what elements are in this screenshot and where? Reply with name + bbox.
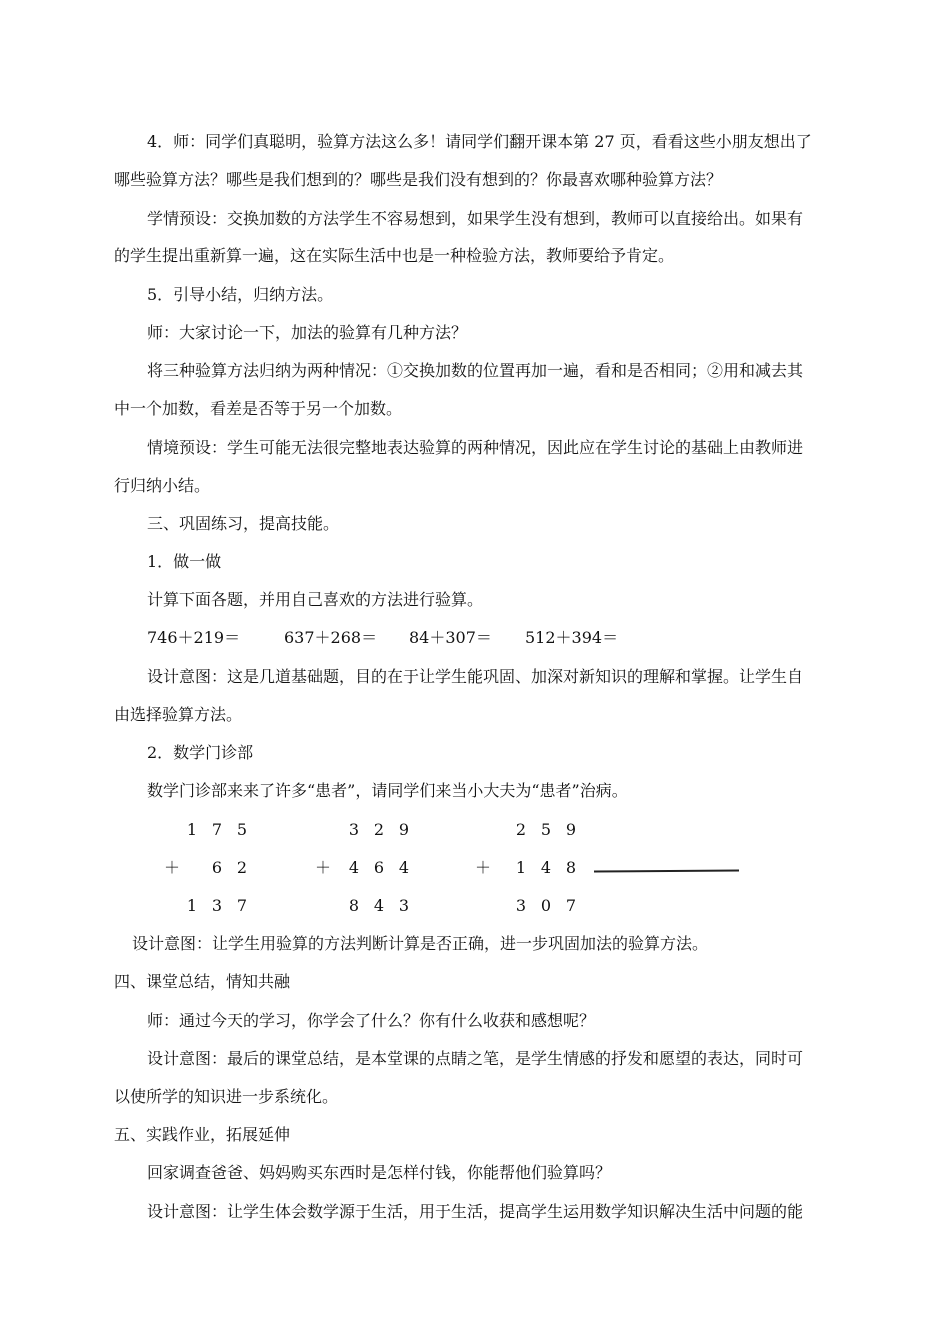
digit: 5 bbox=[540, 820, 552, 839]
section-heading: 五、实践作业，拓展延伸 bbox=[114, 1125, 291, 1144]
digit: 6 bbox=[373, 858, 385, 877]
text-line: 回家调查爸爸、妈妈购买东西时是怎样付钱，你能帮他们验算吗？ bbox=[147, 1163, 612, 1182]
digit: 3 bbox=[515, 896, 527, 915]
digit: 9 bbox=[398, 820, 410, 839]
equation: 746＋219＝ bbox=[147, 628, 241, 647]
equation: 637＋268＝ bbox=[284, 628, 378, 647]
section-heading: 5．引导小结，归纳方法。 bbox=[147, 285, 334, 304]
equation: 84＋307＝ bbox=[409, 628, 492, 647]
text-line: 设计意图：让学生体会数学源于生活，用于生活，提高学生运用数学知识解决生活中问题的能 bbox=[147, 1202, 804, 1221]
text-line: 4．师：同学们真聪明，验算方法这么多！请同学们翻开课本第 27 页，看看这些小朋友想出了 bbox=[147, 132, 812, 151]
text-line: 哪些验算方法？哪些是我们想到的？哪些是我们没有想到的？你最喜欢哪种验算方法？ bbox=[114, 170, 723, 189]
plus-sign: ＋ bbox=[314, 858, 331, 877]
digit: 3 bbox=[348, 820, 360, 839]
digit: 2 bbox=[373, 820, 385, 839]
digit: 2 bbox=[236, 858, 248, 877]
digit: 0 bbox=[540, 896, 552, 915]
digit: 3 bbox=[211, 896, 223, 915]
digit: 7 bbox=[565, 896, 577, 915]
text-line: 设计意图：这是几道基础题，目的在于让学生能巩固、加深对新知识的理解和掌握。让学生自 bbox=[147, 667, 804, 686]
digit: 5 bbox=[236, 820, 248, 839]
digit: 3 bbox=[398, 896, 410, 915]
digit: 4 bbox=[540, 858, 552, 877]
section-heading: 2．数学门诊部 bbox=[147, 743, 254, 762]
plus-sign: ＋ bbox=[163, 858, 180, 877]
digit: 1 bbox=[186, 820, 198, 839]
text-line: 师：大家讨论一下，加法的验算有几种方法？ bbox=[147, 323, 468, 342]
digit: 1 bbox=[515, 858, 527, 877]
digit: 8 bbox=[565, 858, 577, 877]
text-line: 数学门诊部来来了许多“患者”，请同学们来当小大夫为“患者”治病。 bbox=[147, 781, 628, 800]
section-heading: 三、巩固练习，提高技能。 bbox=[147, 514, 340, 533]
text-line: 设计意图：让学生用验算的方法判断计算是否正确，进一步巩固加法的验算方法。 bbox=[132, 934, 709, 953]
text-line: 情境预设：学生可能无法很完整地表达验算的两种情况，因此应在学生讨论的基础上由教师进 bbox=[147, 438, 804, 457]
answer-blank-line bbox=[594, 869, 739, 872]
digit: 7 bbox=[236, 896, 248, 915]
digit: 7 bbox=[211, 820, 223, 839]
text-line: 计算下面各题，并用自己喜欢的方法进行验算。 bbox=[147, 590, 484, 609]
plus-sign: ＋ bbox=[474, 858, 491, 877]
text-line: 行归纳小结。 bbox=[114, 476, 211, 495]
digit: 4 bbox=[398, 858, 410, 877]
digit: 6 bbox=[211, 858, 223, 877]
equation: 512＋394＝ bbox=[525, 628, 619, 647]
text-line: 以使所学的知识进一步系统化。 bbox=[114, 1087, 339, 1106]
digit: 8 bbox=[348, 896, 360, 915]
text-line: 设计意图：最后的课堂总结，是本堂课的点睛之笔，是学生情感的抒发和愿望的表达，同时可 bbox=[147, 1049, 804, 1068]
text-line: 中一个加数，看差是否等于另一个加数。 bbox=[114, 399, 403, 418]
digit: 4 bbox=[348, 858, 360, 877]
digit: 4 bbox=[373, 896, 385, 915]
text-line: 由选择验算方法。 bbox=[114, 705, 243, 724]
text-line: 将三种验算方法归纳为两种情况：①交换加数的位置再加一遍，看和是否相同；②用和减去其 bbox=[147, 361, 804, 380]
text-line: 的学生提出重新算一遍，这在实际生活中也是一种检验方法，教师要给予肯定。 bbox=[114, 246, 675, 265]
digit: 1 bbox=[186, 896, 198, 915]
section-heading: 四、课堂总结，情知共融 bbox=[114, 972, 291, 991]
section-heading: 1．做一做 bbox=[147, 552, 222, 571]
digit: 2 bbox=[515, 820, 527, 839]
digit: 9 bbox=[565, 820, 577, 839]
text-line: 学情预设：交换加数的方法学生不容易想到，如果学生没有想到，教师可以直接给出。如果有 bbox=[147, 209, 804, 228]
text-line: 师：通过今天的学习，你学会了什么？你有什么收获和感想呢？ bbox=[147, 1011, 596, 1030]
